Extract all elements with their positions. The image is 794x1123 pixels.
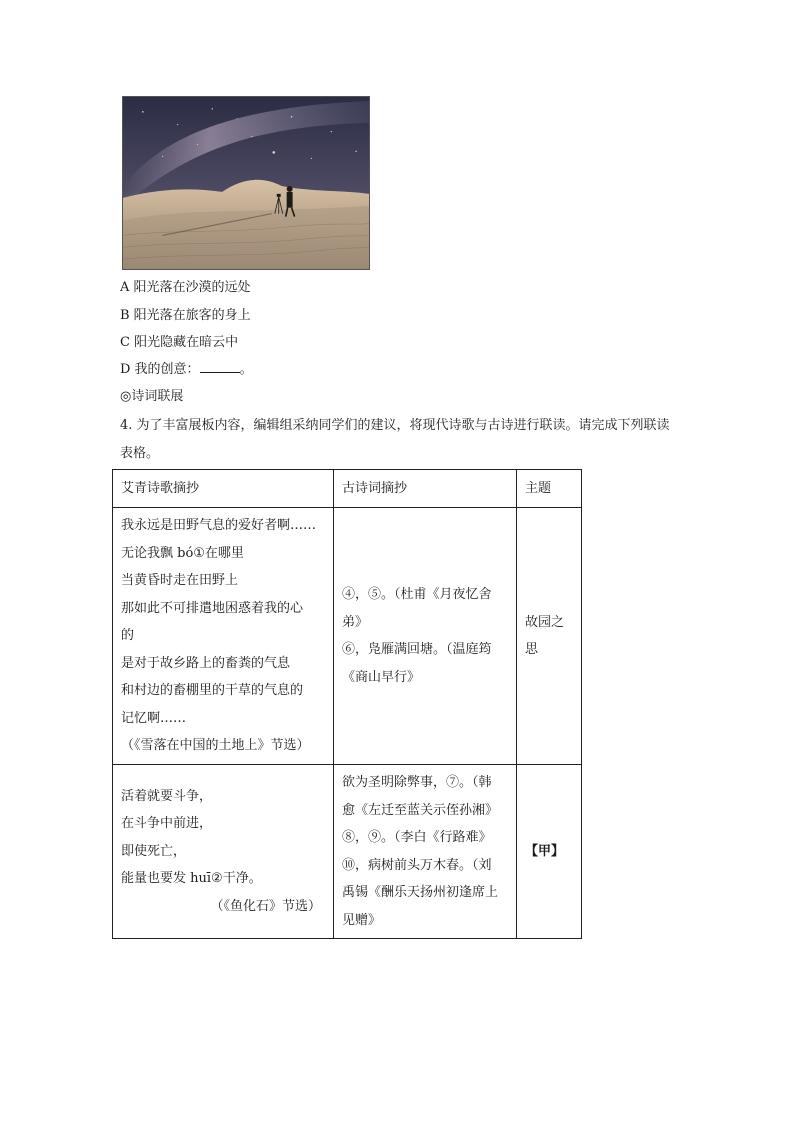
theme-line: 故园之 bbox=[525, 614, 565, 630]
header-theme: 主题 bbox=[517, 470, 582, 508]
poem-line: 无论我飘 bó①在哪里 bbox=[121, 545, 244, 561]
option-a: A 阳光落在沙漠的远处 bbox=[120, 280, 251, 295]
theme-placeholder: 【甲】 bbox=[525, 843, 565, 859]
poem-line: 在斗争中前进， bbox=[121, 816, 213, 832]
poem-line: ④，⑤。（杜甫《月夜忆舍 bbox=[342, 587, 492, 602]
table-row bbox=[113, 765, 582, 939]
modern-poem-cell bbox=[113, 508, 334, 765]
poem-line: 那如此不可排遣地困惑着我的心 bbox=[121, 600, 304, 616]
poem-line: 弟》 bbox=[342, 614, 369, 630]
theme-cell bbox=[517, 765, 582, 939]
ancient-poem-cell bbox=[334, 508, 517, 765]
table-header-row bbox=[113, 470, 582, 508]
poem-line: 愈《左迁至蓝关示侄孙湘》 bbox=[342, 802, 499, 818]
poem-line: 记忆啊…… bbox=[121, 710, 187, 726]
poem-line: 禹锡《酬乐天扬州初逢席上 bbox=[342, 885, 499, 900]
option-d-end: 。 bbox=[239, 362, 253, 377]
desert-night-photo bbox=[122, 96, 370, 270]
poem-source: （《雪落在中国的土地上》节选） bbox=[121, 738, 310, 754]
poem-line: 是对于故乡路上的畜粪的气息 bbox=[121, 655, 291, 671]
poem-line: 的 bbox=[121, 628, 135, 644]
modern-poem-cell bbox=[113, 765, 334, 939]
poem-source: （《鱼化石》节选） bbox=[210, 898, 321, 914]
header-modern: 艾青诗歌摘抄 bbox=[113, 470, 334, 508]
option-d bbox=[120, 360, 253, 380]
poem-line: 能量也要发 huī②干净。 bbox=[121, 871, 262, 887]
question-4: 4. 为了丰富展板内容，编辑组采纳同学们的建议，将现代诗歌与古诗进行联读。请完成下列联读表格。 bbox=[120, 418, 670, 461]
poetry-table bbox=[112, 469, 582, 939]
option-b: B 阳光落在旅客的身上 bbox=[120, 308, 251, 323]
ancient-poem-cell bbox=[334, 765, 517, 939]
poem-line: 我永远是田野气息的爱好者啊…… bbox=[121, 518, 317, 534]
poem-line: 欲为圣明除弊事，⑦。（韩 bbox=[342, 775, 492, 790]
poem-line: ⑩，病树前头万木春。（刘 bbox=[342, 857, 492, 873]
table-row bbox=[113, 508, 582, 765]
poem-line: 《商山早行》 bbox=[342, 669, 421, 685]
poem-line: 活着就要斗争， bbox=[121, 788, 213, 804]
theme-cell bbox=[517, 508, 582, 765]
poem-line: 和村边的畜棚里的干草的气息的 bbox=[121, 683, 304, 699]
option-d-label: D 我的创意： bbox=[120, 362, 200, 377]
theme-line: 思 bbox=[525, 642, 539, 657]
poem-line: 当黄昏时走在田野上 bbox=[121, 573, 239, 589]
poem-line: 见赠》 bbox=[342, 912, 382, 928]
option-c: C 阳光隐藏在暗云中 bbox=[120, 335, 239, 350]
poem-line: 即使死亡， bbox=[121, 843, 187, 859]
section-title: ◎诗词联展 bbox=[120, 389, 184, 404]
poem-line: ⑥，凫雁满回塘。（温庭筠 bbox=[342, 642, 492, 657]
header-ancient: 古诗词摘抄 bbox=[334, 470, 517, 508]
answer-blank bbox=[200, 360, 240, 373]
poem-line: ⑧，⑨。（李白《行路难》 bbox=[342, 830, 492, 845]
